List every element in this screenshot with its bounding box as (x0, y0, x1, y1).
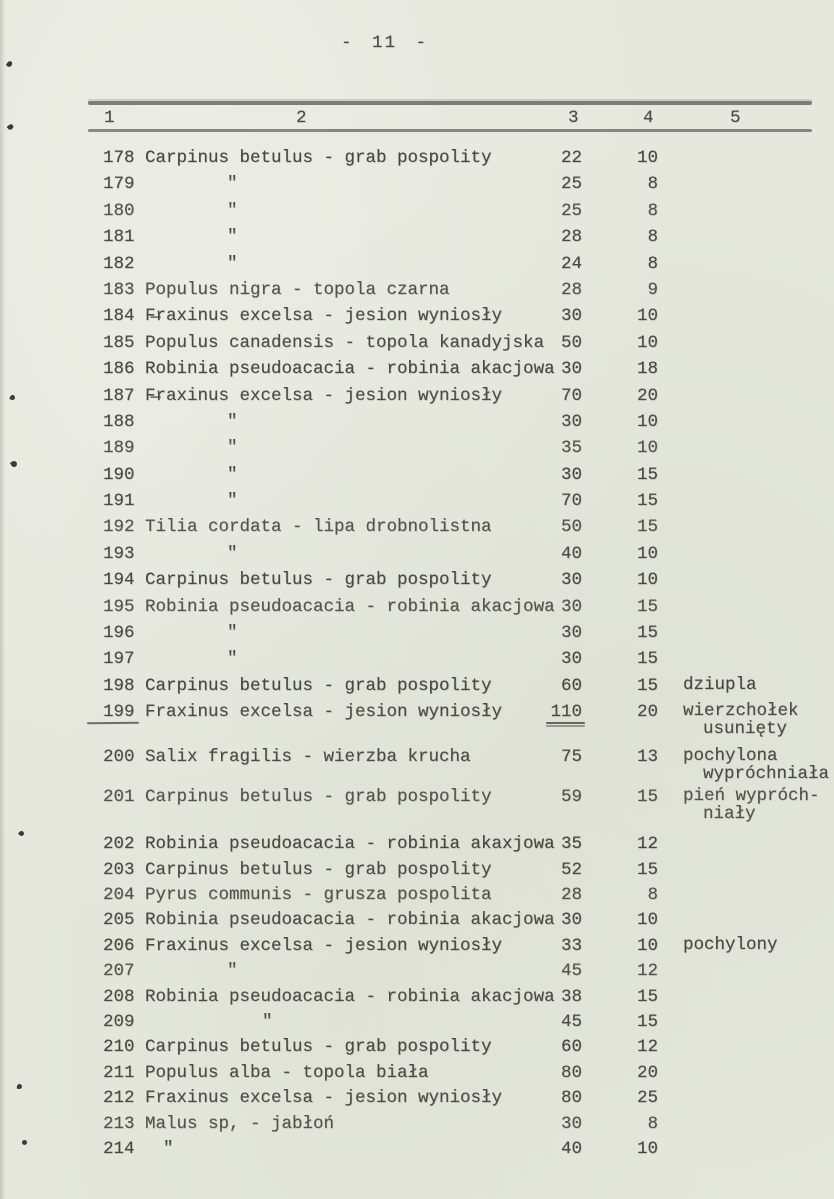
girth-value: 75 (560, 747, 582, 768)
girth-value: 30 (560, 359, 582, 380)
height-value: 10 (636, 438, 658, 459)
row-number: 193 (103, 543, 135, 564)
table-row (0, 465, 834, 491)
species-cell: F̶raxinus excelsa - jesion wyniosły (145, 306, 503, 327)
species-cell: " (227, 174, 238, 195)
table-row (0, 491, 834, 517)
row-number: 212 (103, 1088, 135, 1109)
height-value: 15 (636, 517, 658, 538)
girth-value: 45 (560, 1011, 582, 1032)
girth-value: 60 (560, 1037, 582, 1058)
table-row (0, 148, 834, 174)
species-cell: " (227, 961, 238, 982)
ink-speck (6, 60, 14, 68)
species-cell: Tilia cordata - lipa drobnolistna (145, 517, 492, 538)
row-number: 206 (103, 935, 135, 956)
height-value: 10 (636, 543, 658, 564)
height-value: 10 (636, 1138, 658, 1159)
table-column-headers (0, 108, 834, 130)
girth-value: 30 (560, 623, 582, 644)
height-value: 15 (636, 787, 658, 808)
height-value: 15 (636, 675, 658, 696)
row-number: 191 (103, 491, 135, 512)
row-number: 209 (103, 1011, 135, 1032)
species-cell: F̶raxinus excelsa - jesion wyniosły (145, 385, 503, 406)
girth-value: 59 (560, 787, 582, 808)
girth-value: 60 (560, 675, 582, 696)
height-value: 15 (636, 491, 658, 512)
column-header-5: 5 (730, 108, 741, 128)
species-cell: Pyrus communis - grusza pospolita (145, 884, 492, 905)
table-row (0, 254, 834, 280)
height-value: 12 (636, 961, 658, 982)
species-cell: " (227, 438, 238, 459)
height-value: 12 (636, 834, 658, 855)
table-row (0, 1088, 834, 1113)
height-value: 15 (636, 649, 658, 670)
height-value: 9 (647, 279, 658, 300)
table-row (0, 1037, 834, 1062)
species-cell: Robinia pseudoacacia - robinia akacjowa (145, 910, 555, 931)
girth-value: 80 (560, 1088, 582, 1109)
species-cell: " (262, 1011, 273, 1032)
girth-value: 22 (560, 148, 582, 168)
table-body (0, 148, 834, 1164)
row-number: 205 (103, 910, 135, 931)
column-header-3: 3 (568, 108, 579, 128)
table-row (0, 597, 834, 623)
species-cell: Carpinus betulus - grab pospolity (145, 859, 492, 880)
height-value: 20 (636, 385, 658, 406)
row-number: 211 (103, 1062, 135, 1083)
remark-cell (683, 748, 833, 783)
table-row (0, 1114, 834, 1139)
species-cell: Carpinus betulus - grab pospolity (145, 675, 492, 696)
girth-value: 45 (560, 961, 582, 982)
remark-line2: wypróchniała (703, 763, 830, 784)
column-header-2: 2 (296, 108, 307, 128)
row-number: 204 (103, 884, 135, 905)
species-cell: Malus sp, - jabłoń (145, 1113, 335, 1134)
height-value: 10 (636, 570, 658, 591)
table-row (0, 227, 834, 253)
remark-line1: pochylona (683, 746, 778, 767)
girth-value: 40 (560, 1138, 582, 1159)
table-row (0, 544, 834, 570)
girth-value: 30 (560, 464, 582, 485)
species-cell: Carpinus betulus - grab pospolity (145, 148, 492, 168)
height-value: 8 (647, 884, 658, 905)
table-row (0, 649, 834, 675)
height-value: 15 (636, 596, 658, 617)
row-number: 201 (103, 787, 135, 808)
row-number: 194 (103, 570, 135, 591)
species-cell: Fraxinus excelsa - jesion wyniosły (145, 1088, 503, 1109)
species-cell: " (227, 543, 238, 564)
height-value: 13 (636, 747, 658, 768)
table-row (0, 517, 834, 543)
table-row (0, 1139, 834, 1164)
girth-value: 30 (560, 1113, 582, 1134)
row-number: 200 (103, 747, 135, 768)
row-number: 186 (103, 359, 135, 380)
species-cell: Robinia pseudoacacia - robinia akacjowa (145, 596, 555, 617)
height-value: 20 (636, 1062, 658, 1083)
table-row (0, 910, 834, 935)
girth-value: 30 (560, 910, 582, 931)
girth-value: 25 (560, 200, 582, 221)
row-number: 189 (103, 438, 135, 459)
species-cell: Robinia pseudoacacia - robinia akacjowa (145, 986, 555, 1007)
remark-line1: wierzchołek (683, 701, 799, 722)
height-value: 25 (636, 1088, 658, 1109)
species-cell: Populus nigra - topola czarna (145, 279, 450, 300)
girth-value: 24 (560, 253, 582, 274)
height-value: 8 (647, 200, 658, 221)
row-number: 178 (103, 148, 135, 168)
girth-value: 30 (560, 596, 582, 617)
height-value: 10 (636, 332, 658, 353)
column-header-1: 1 (104, 108, 115, 128)
girth-value: 52 (560, 859, 582, 880)
species-cell: Fraxinus excelsa - jesion wyniosły (145, 935, 503, 956)
girth-value: 28 (560, 884, 582, 905)
row-number: 192 (103, 517, 135, 538)
table-row (0, 961, 834, 986)
height-value: 8 (647, 227, 658, 248)
row-number: 179 (103, 174, 135, 195)
girth-value: 35 (560, 438, 582, 459)
remark-line1: pień wypróch- (683, 786, 820, 807)
remark-line1: dziupla (683, 674, 757, 695)
species-cell: " (227, 649, 238, 670)
remark-line2: usunięty (703, 718, 788, 739)
remark-cell (683, 703, 833, 738)
girth-value: 33 (560, 935, 582, 956)
table-row (0, 885, 834, 910)
row-number: 213 (103, 1113, 135, 1134)
height-value: 15 (636, 859, 658, 880)
height-value: 20 (636, 702, 658, 723)
row-number: 196 (103, 623, 135, 644)
girth-value: 80 (560, 1062, 582, 1083)
remark-cell (683, 934, 833, 955)
page-number: - 11 - (341, 33, 429, 53)
girth-value: 25 (560, 174, 582, 195)
table-row (0, 306, 834, 332)
height-value: 15 (636, 986, 658, 1007)
species-cell: Carpinus betulus - grab pospolity (145, 570, 492, 591)
table-row (0, 412, 834, 438)
table-row (0, 201, 834, 227)
table-header-rule (88, 129, 812, 132)
table-row (0, 623, 834, 649)
table-row (0, 386, 834, 412)
row-number: 195 (103, 596, 135, 617)
species-cell: Fraxinus excelsa - jesion wyniosły (145, 702, 503, 723)
height-value: 8 (647, 1113, 658, 1134)
species-cell: Carpinus betulus - grab pospolity (145, 1037, 492, 1058)
row-number: 184 (103, 306, 135, 327)
species-cell: " (227, 200, 238, 221)
row-number: 183 (103, 279, 135, 300)
species-cell: Carpinus betulus - grab pospolity (145, 787, 492, 808)
species-cell: Populus canadensis - topola kanadyjska (145, 332, 545, 353)
girth-value: 38 (560, 986, 582, 1007)
girth-value: 50 (560, 517, 582, 538)
girth-value: 28 (560, 227, 582, 248)
girth-value: 30 (560, 306, 582, 327)
row-number: 203 (103, 859, 135, 880)
table-row (0, 834, 834, 859)
height-value: 10 (636, 148, 658, 168)
species-cell: Robinia pseudoacacia - robinia akaxjowa (145, 834, 555, 855)
table-row (0, 1063, 834, 1088)
height-value: 15 (636, 623, 658, 644)
species-cell: " (227, 491, 238, 512)
column-header-4: 4 (643, 108, 654, 128)
species-cell: " (227, 253, 238, 274)
row-number: 190 (103, 464, 135, 485)
table-row (0, 570, 834, 596)
height-value: 10 (636, 306, 658, 327)
height-value: 8 (647, 174, 658, 195)
row-number: 182 (103, 253, 135, 274)
species-cell: " (227, 623, 238, 644)
row-number: 187 (103, 385, 135, 406)
ink-speck (22, 1140, 27, 1145)
row-number: 180 (103, 200, 135, 221)
remark-line2: niały (703, 803, 756, 824)
table-row (0, 676, 834, 702)
row-number: 197 (103, 649, 135, 670)
girth-value: 30 (560, 570, 582, 591)
row-number: 207 (103, 961, 135, 982)
girth-value: 50 (560, 332, 582, 353)
girth-value: 28 (560, 279, 582, 300)
species-cell: Populus alba - topola biała (145, 1062, 429, 1083)
remark-cell (683, 788, 833, 823)
species-cell: " (227, 411, 238, 432)
table-row (0, 359, 834, 385)
height-value: 18 (636, 359, 658, 380)
girth-value: 70 (560, 385, 582, 406)
girth-value: 30 (560, 649, 582, 670)
row-number: 214 (103, 1138, 135, 1159)
species-cell: Salix fragilis - wierzba krucha (145, 747, 471, 768)
girth-value: 110 (500, 702, 582, 723)
table-row (0, 333, 834, 359)
table-row (0, 280, 834, 306)
height-value: 12 (636, 1037, 658, 1058)
height-value: 10 (636, 411, 658, 432)
table-row (0, 174, 834, 200)
table-row (0, 860, 834, 885)
table-row (0, 702, 834, 747)
species-cell: " (163, 1138, 174, 1159)
height-value: 10 (636, 910, 658, 931)
girth-value: 35 (560, 834, 582, 855)
table-row (0, 787, 834, 834)
table-top-rule (88, 101, 812, 105)
row-number: 198 (103, 675, 135, 696)
table-row (0, 1012, 834, 1037)
height-value: 10 (636, 935, 658, 956)
remark-line1: pochylony (683, 934, 778, 955)
row-number: 199 (103, 702, 143, 723)
row-number: 188 (103, 411, 135, 432)
row-number: 202 (103, 834, 135, 855)
height-value: 8 (647, 253, 658, 274)
height-value: 15 (636, 1011, 658, 1032)
row-number: 181 (103, 227, 135, 248)
row-number: 208 (103, 986, 135, 1007)
girth-value: 40 (560, 543, 582, 564)
table-row (0, 987, 834, 1012)
row-number: 185 (103, 332, 135, 353)
height-value: 15 (636, 464, 658, 485)
table-row (0, 438, 834, 464)
row-number: 210 (103, 1037, 135, 1058)
table-row (0, 747, 834, 787)
species-cell: Robinia pseudoacacia - robinia akacjowa (145, 359, 555, 380)
remark-cell (683, 674, 833, 695)
species-cell: " (227, 464, 238, 485)
girth-value: 30 (560, 411, 582, 432)
table-row (0, 936, 834, 961)
species-cell: " (227, 227, 238, 248)
girth-value: 70 (560, 491, 582, 512)
